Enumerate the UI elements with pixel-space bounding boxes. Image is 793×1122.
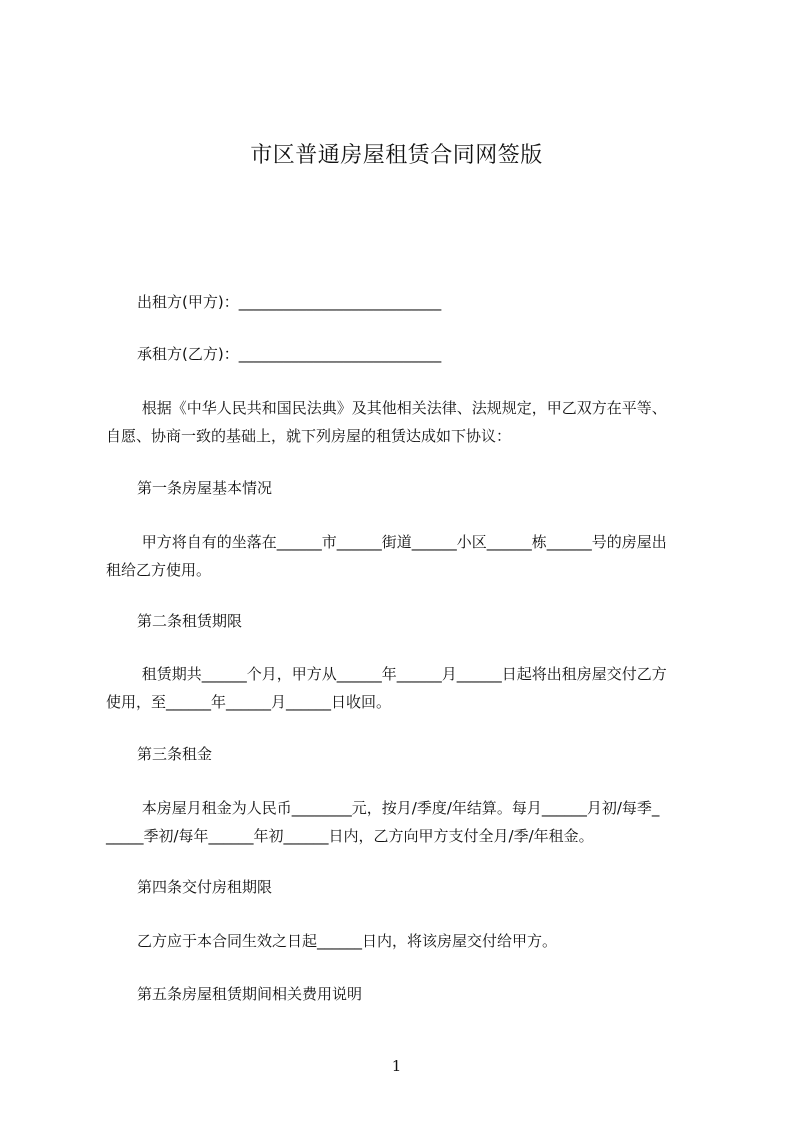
article-3-text-2: _____季初/每年______年初______日内，乙方向甲方支付全月/季/年租金。	[106, 827, 594, 845]
article-2-heading: 第二条租赁期限	[137, 612, 243, 630]
article-5-heading: 第五条房屋租赁期间相关费用说明	[137, 985, 363, 1003]
preamble-line-1: 根据《中华人民共和国民法典》及其他相关法律、法规规定，甲乙双方在平等、	[137, 399, 667, 417]
preamble-line-2: 自愿、协商一致的基础上，就下列房屋的租赁达成如下协议：	[106, 427, 512, 445]
lessor-line: 出租方(甲方)：___________________________	[137, 293, 442, 311]
article-3-text-1: 本房屋月租金为人民币________元，按月/季度/年结算。每月______月初/每季_	[137, 799, 660, 817]
article-1-text-2: 租给乙方使用。	[106, 561, 212, 579]
lessee-line: 承租方(乙方)：___________________________	[137, 345, 442, 363]
article-4-heading: 第四条交付房租期限	[137, 878, 273, 896]
article-2-text-1: 租赁期共______个月，甲方从______年______月______日起将出租房屋交付乙方	[137, 665, 667, 683]
article-2-text-2: 使用，至______年______月______日收回。	[106, 693, 392, 711]
article-1-heading: 第一条房屋基本情况	[137, 479, 273, 497]
page-number: 1	[391, 1057, 402, 1075]
document-title: 市区普通房屋租赁合同网签版	[250, 143, 543, 168]
article-4-text: 乙方应于本合同生效之日起______日内，将该房屋交付给甲方。	[137, 932, 558, 950]
article-3-heading: 第三条租金	[137, 745, 213, 763]
article-1-text-1: 甲方将自有的坐落在______市______街道______小区______栋______号的房屋出	[137, 533, 667, 551]
